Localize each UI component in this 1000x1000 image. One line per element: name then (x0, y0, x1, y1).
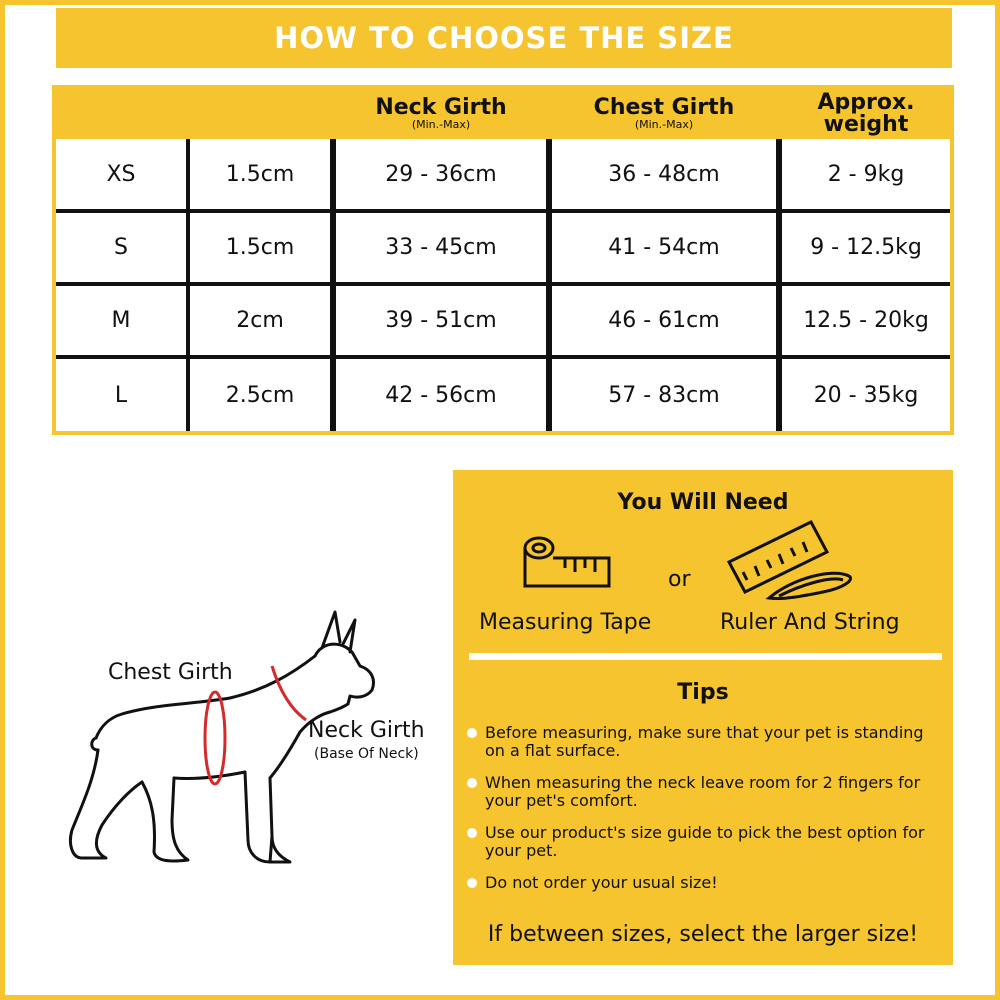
tip-text: Do not order your usual size! (485, 873, 718, 892)
table-cell: 20 - 35kg (782, 359, 950, 431)
header-label: weight (823, 112, 909, 137)
table-cell: 39 - 51cm (336, 286, 546, 355)
column-header-chest-girth (552, 89, 776, 139)
table-cell: 33 - 45cm (336, 213, 546, 282)
dog-outline-icon (60, 600, 390, 890)
table-cell: 12.5 - 20kg (782, 286, 950, 355)
bullet-icon (467, 828, 477, 838)
tip-item (467, 824, 937, 860)
tips-list (467, 724, 937, 906)
tip-item (467, 724, 937, 760)
table-cell: 2 - 9kg (782, 139, 950, 209)
bullet-icon (467, 728, 477, 738)
table-cell: 9 - 12.5kg (782, 213, 950, 282)
or-label: or (668, 567, 691, 592)
table-cell: M (56, 286, 186, 355)
bullet-icon (467, 878, 477, 888)
table-cell: 42 - 56cm (336, 359, 546, 431)
neck-girth-sublabel: (Base Of Neck) (314, 746, 419, 762)
tip-text: Use our product's size guide to pick the best option for your pet. (485, 823, 925, 860)
table-cell: 29 - 36cm (336, 139, 546, 209)
table-cell: 41 - 54cm (552, 213, 776, 282)
table-cell: 2.5cm (190, 359, 330, 431)
table-body (56, 139, 950, 431)
table-cell: XS (56, 139, 186, 209)
ruler-and-string-icon (723, 518, 863, 608)
table-cell: 46 - 61cm (552, 286, 776, 355)
table-cell: 2cm (190, 286, 330, 355)
column-header-weight (782, 89, 950, 139)
table-cell: 57 - 83cm (552, 359, 776, 431)
ruler-and-string-label: Ruler And String (720, 610, 900, 635)
tips-title: Tips (677, 680, 729, 705)
table-cell: 36 - 48cm (552, 139, 776, 209)
header-label: Chest Girth (593, 95, 735, 120)
measuring-panel (453, 470, 953, 965)
bullet-icon (467, 778, 477, 788)
neck-girth-label: Neck Girth (308, 718, 425, 743)
header-label: Neck Girth (375, 95, 507, 120)
chest-girth-label: Chest Girth (108, 660, 233, 685)
tip-item (467, 874, 937, 892)
final-note: If between sizes, select the larger size! (487, 922, 919, 947)
tip-text: When measuring the neck leave room for 2 fingers for your pet's comfort. (485, 773, 921, 810)
table-cell: S (56, 213, 186, 282)
column-header-neck-girth (336, 89, 546, 139)
table-cell: 1.5cm (190, 213, 330, 282)
tip-item (467, 774, 937, 810)
measuring-tape-icon (519, 528, 615, 602)
table-cell: 1.5cm (190, 139, 330, 209)
header-label: Approx. (817, 90, 915, 115)
tip-text: Before measuring, make sure that your pet is standing on a flat surface. (485, 723, 924, 760)
header-sublabel: (Min.-Max) (411, 118, 471, 131)
measuring-tape-label: Measuring Tape (479, 610, 652, 635)
table-cell: L (56, 359, 186, 431)
page-title: HOW TO CHOOSE THE SIZE (56, 8, 952, 68)
size-table (52, 85, 954, 435)
panel-divider (469, 653, 942, 660)
header-sublabel: (Min.-Max) (634, 118, 694, 131)
you-will-need-title: You Will Need (617, 490, 789, 515)
